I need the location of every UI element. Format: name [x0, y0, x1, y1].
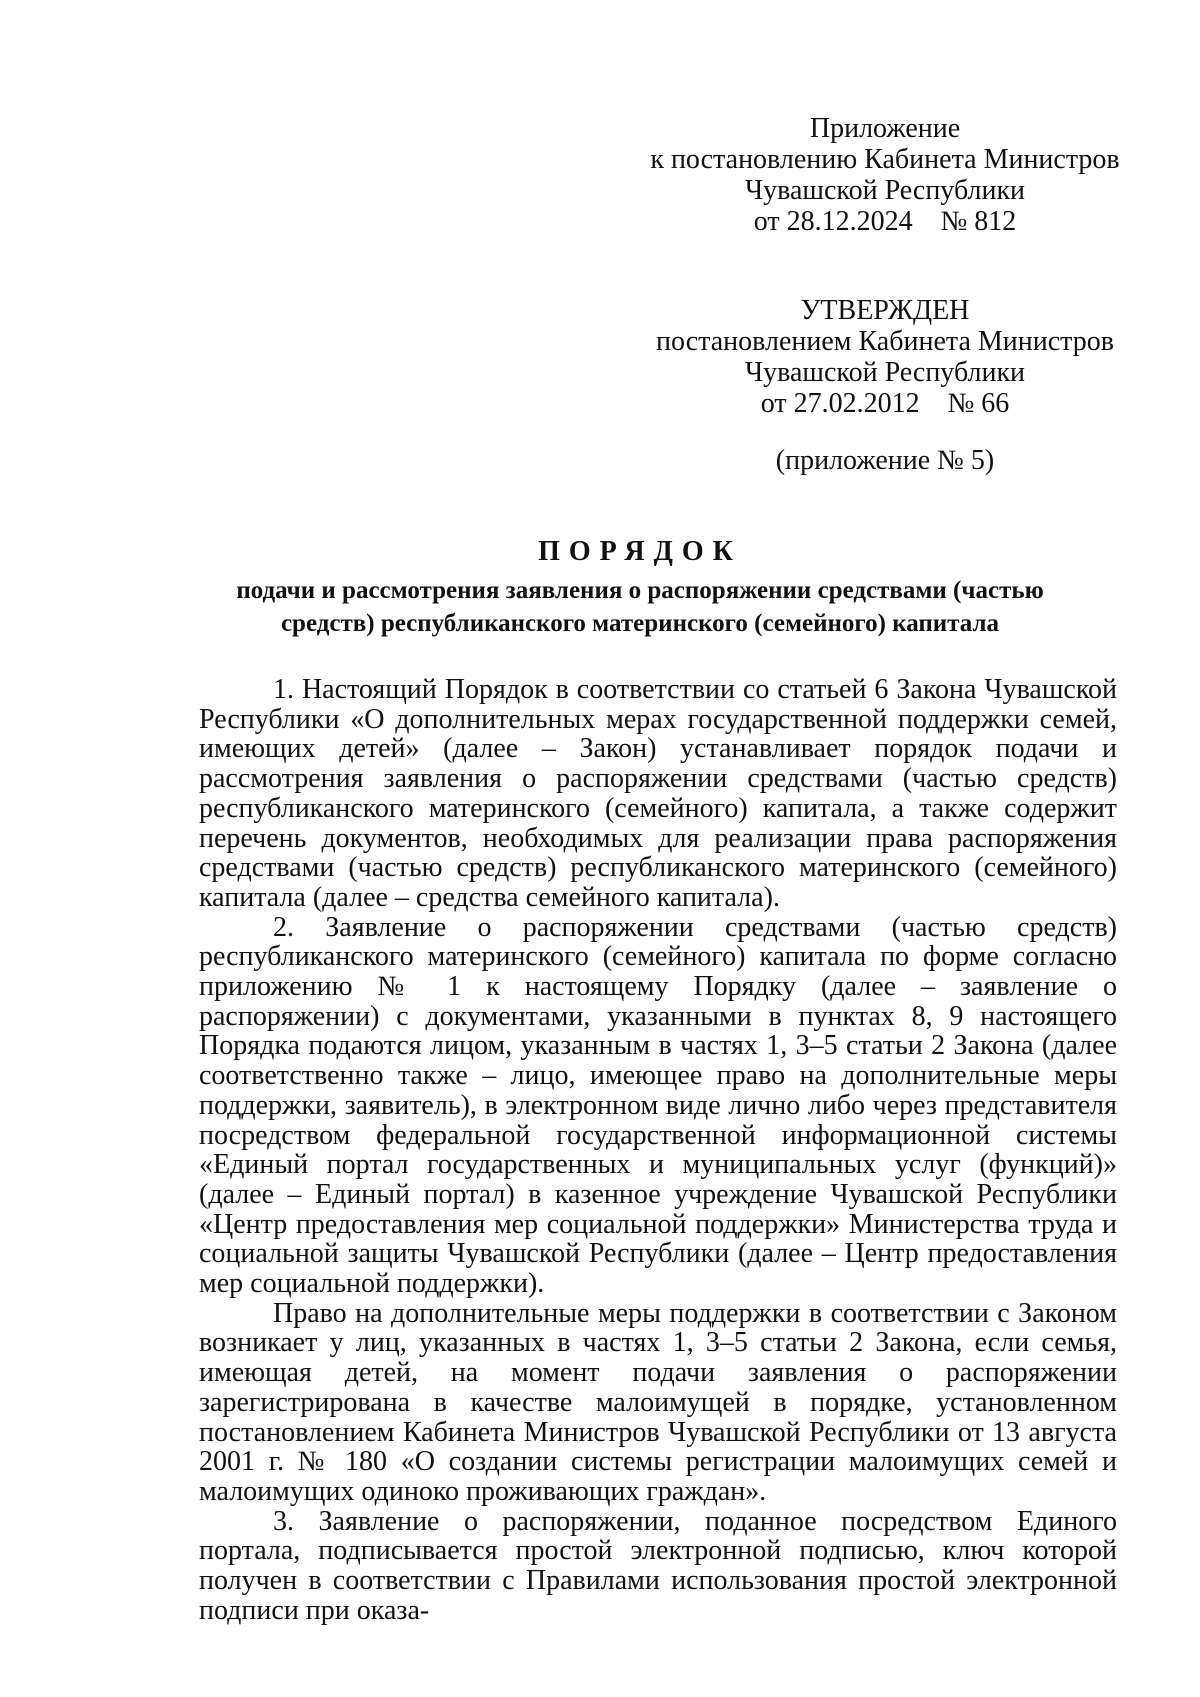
approved-line-2: постановлением Кабинета Министров: [656, 326, 1114, 357]
subtitle-line-1: подачи и рассмотрения заявления о распоряжении средствами (частью: [236, 577, 1044, 604]
annex-line-3: Чувашской Республики: [744, 175, 1026, 206]
annex-line-1: Приложение: [809, 113, 961, 144]
document-title-block: [200, 532, 1080, 640]
subtitle-line-2: средств) республиканского материнского (семейного) капитала: [280, 610, 1000, 637]
annex-line-2: к постановлению Кабинета Министров: [650, 144, 1120, 175]
paragraph-1: 1. Настоящий Порядок в соответствии со статьей 6 Закона Чувашской Республики «О дополнительных мерах государственной поддержки семей, имеющих детей» (далее – Закон) устанавливает порядок подачи и рассмотрения заявления о распоряжении средствами (частью средств) республиканского материнского (семейного) капитала, а также содержит перечень документов, необходимых для реализации права распоряжения средствами (частью средств) республиканского материнского (семейного) капитала (далее – средства семейного капитала).: [199, 674, 1117, 913]
paragraph-2: 2. Заявление о распоряжении средствами (частью средств) республиканского материнского (семейного) капитала по форме согласно приложению № 1 к настоящему Порядку (далее – заявление о распоряжении) с документами, указанными в пунктах 8, 9 настоящего Порядка подаются лицом, указанным в частях 1, 3–5 статьи 2 Закона (далее соответственно также – лицо, имеющее право на дополнительные меры поддержки, заявитель), в электронном виде лично либо через представителя посредством федеральной государственной информационной системы «Единый портал государственных и муниципальных услуг (функций)» (далее – Единый портал) в казенное учреждение Чувашской Республики «Центр предоставления мер социальной поддержки» Министерства труда и социальной защиты Чувашской Республики (далее – Центр предоставления мер социальной поддержки).: [199, 911, 1117, 1300]
annex-line-4: от 28.12.2024 № 812: [753, 206, 1017, 237]
approved-line-4: от 27.02.2012 № 66: [760, 388, 1010, 419]
approved-line-1: УТВЕРЖДЕН: [800, 295, 970, 326]
approved-line-3: Чувашской Республики: [744, 357, 1026, 388]
approval-header: [645, 295, 1125, 419]
annex-header: [645, 113, 1125, 237]
paragraph-3: Право на дополнительные меры поддержки в соответствии с Законом возникает у лиц, указанных в частях 1, 3–5 статьи 2 Закона, если семья, имеющая детей, на момент подачи заявления о распоряжении зарегистрирована в качестве малоимущей в порядке, установленном постановлением Кабинета Министров Чувашской Республики от 13 августа 2001 г. № 180 «О создании системы регистрации малоимущих семей и малоимущих одиноко проживающих граждан».: [199, 1297, 1117, 1507]
document-subtitle: [200, 574, 1080, 640]
paragraph-4: 3. Заявление о распоряжении, поданное посредством Единого портала, подписывается простой электронной подписью, ключ которой получен в соответствии с Правилами использования простой электронной подписи при оказа-: [199, 1505, 1117, 1626]
annex-number: (приложение № 5): [775, 445, 995, 476]
document-title: ПОРЯДОК: [538, 536, 742, 567]
document-body: [199, 675, 1117, 1626]
